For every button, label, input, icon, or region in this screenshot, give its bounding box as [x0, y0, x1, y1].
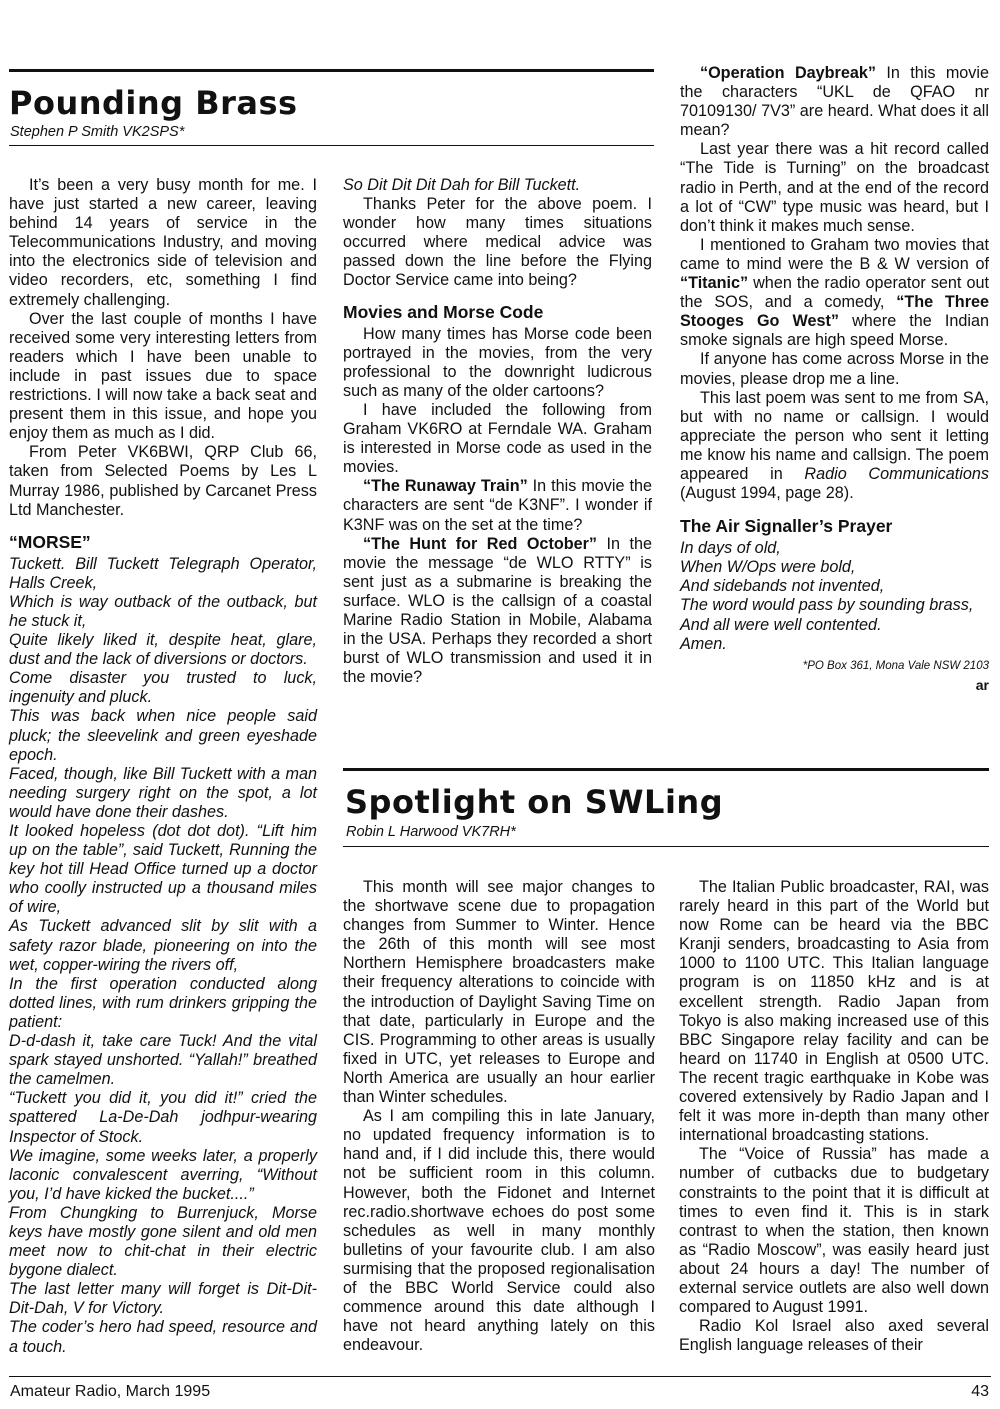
- article1-column-2: [343, 176, 652, 687]
- paragraph: [680, 236, 989, 351]
- paragraph: Thanks Peter for the above poem. I wonder how many times situations occurred where medical advice was passed down the line before the Flying Doctor Service came into being?: [343, 195, 652, 290]
- poem-line: The last letter many will forget is Dit-Dit-Dit-Dah, V for Victory.: [9, 1280, 317, 1318]
- publication-name: Radio Communications: [804, 464, 989, 483]
- poem-line: D-d-dash it, take care Tuck! And the vital spark stayed unshorted. “Yallah!” breathed the camelmen.: [9, 1032, 317, 1089]
- poem-line: Quite likely liked it, despite heat, glare, dust and the lack of diversions or doctors.: [9, 631, 317, 669]
- poem-line: Faced, though, like Bill Tuckett with a man needing surgery right on the spot, a lot would have done their dashes.: [9, 764, 317, 821]
- poem-line: Tuckett. Bill Tuckett Telegraph Operator, Halls Creek,: [9, 554, 317, 592]
- article2-byline-rule: [343, 846, 989, 847]
- paragraph: If anyone has come across Morse in the movies, please drop me a line.: [680, 350, 989, 388]
- poem-line: Which is way outback of the outback, but he stuck it,: [9, 592, 317, 630]
- poem-line: The coder’s hero had speed, resource and a touch.: [9, 1318, 317, 1356]
- movie-title: “The Hunt for Red October”: [363, 534, 598, 553]
- paragraph: The Italian Public broadcaster, RAI, was rarely heard in this part of the World but now Rome can be heard via the BBC Kranji senders, broadcasting to Asia from 1000 to 1100 UTC. This Italian language program is on 11850 kHz and is at excellent strength. Radio Japan from Tokyo is also making increased use of this BBC Singapore relay facility and can be heard on 11740 in English at 0500 UTC. The recent tragic earthquake in Kobe was covered extensively by Radio Japan and I felt it was more in-depth than many other international broadcasting stations.: [679, 878, 989, 1145]
- poem-line: “Tuckett you did it, you did it!” cried the spattered La-De-Dah jodhpur-wearing Inspector of Stock.: [9, 1089, 317, 1146]
- end-mark: ar: [975, 676, 989, 693]
- section-heading-movies: Movies and Morse Code: [343, 301, 544, 322]
- poem-heading: “MORSE”: [9, 531, 91, 552]
- text-run: where the Indian smoke signals are high speed Morse.: [680, 312, 989, 350]
- paragraph: It’s been a very busy month for me. I have just started a new career, leaving behind 14 years of service in the Telecommunications Industry, and moving into the electronics side of television and video recorders, etc, something I find extremely challenging.: [9, 176, 317, 309]
- page-number: 43: [971, 1383, 989, 1400]
- poem-line: In the first operation conducted along dotted lines, with rum drinkers gripping the patient:: [9, 974, 317, 1031]
- poem-line: This was back when nice people said pluck; the sleevelink and green eyeshade epoch.: [9, 707, 317, 764]
- paragraph: As I am compiling this in late January, no updated frequency information is to hand and, if I did include this, there would not be sufficient room in this column. However, both the Fidonet and Internet rec.radio.shortwave echoes do post some schedules as well in many monthly bulletins of your favourite club. I am also surmising that the proposed regionalisation of the BBC World Service could also commence around this date although I have not heard anything lately on this endeavour.: [343, 1107, 655, 1355]
- movie-text: In this movie the characters “UKL de QFAO nr 70109130/ 7V3” are heard. What does it all mean?: [680, 64, 989, 140]
- poem-line: Amen.: [680, 634, 727, 653]
- poem-line: So Dit Dit Dit Dah for Bill Tuckett.: [343, 176, 581, 194]
- paragraph: This month will see major changes to the shortwave scene due to propagation changes from Summer to Winter. Hence the 26th of this month will see most Northern Hemisphere broadcasters make their frequency alterations to coincide with the introduction of Daylight Saving Time on that date, particularly in Europe and the CIS. Programming to other areas is usually fixed in UTC, yet releases to Europe and North America are usually an hour earlier than Winter schedules.: [343, 878, 655, 1107]
- poem-heading-prayer: The Air Signaller’s Prayer: [680, 516, 893, 537]
- article2-byline: Robin L Harwood VK7RH*: [346, 824, 516, 840]
- top-rule: [9, 69, 654, 72]
- poem-line: And all were well contented.: [680, 615, 882, 634]
- paragraph: [343, 477, 652, 534]
- paragraph: [680, 64, 989, 140]
- movie-text: In the movie the message “de WLO RTTY” is sent just as a submarine is breaking the surface. WLO is the callsign of a coastal Marine Radio Station in Mobile, Alabama in the USA. Perhaps they recorded a short burst of WLO transmission and used it in the movie?: [343, 534, 652, 687]
- poem-line: We imagine, some weeks later, a properly laconic convalescent averring, “Without you, I’d have kicked the bucket....”: [9, 1146, 317, 1203]
- text-run: when the radio operator sent out the SOS, and a comedy,: [680, 274, 989, 312]
- article1-column-3: [680, 64, 989, 695]
- paragraph: [343, 535, 652, 688]
- movie-title: “Operation Daybreak”: [700, 64, 876, 82]
- movie-title: “The Three Stooges Go West”: [680, 293, 989, 331]
- poem-line: The word would pass by sounding brass,: [680, 596, 974, 615]
- poem-morse: [9, 555, 317, 1357]
- article2-column-2: [679, 878, 989, 1355]
- author-address: *PO Box 361, Mona Vale NSW 2103: [802, 659, 989, 672]
- article2-column-1: [343, 878, 655, 1355]
- text-run: (August 1994, page 28).: [680, 484, 854, 503]
- article2-top-rule: [343, 768, 989, 771]
- paragraph: How many times has Morse code been portrayed in the movies, from the very professional to the downright ludicrous such as many of the older cartoons?: [343, 324, 652, 400]
- poem-prayer: [680, 539, 989, 654]
- poem-line: Come disaster you trusted to luck, ingenuity and pluck.: [9, 669, 317, 707]
- article-title: Pounding Brass: [9, 84, 298, 122]
- paragraph: Last year there was a hit record called “The Tide is Turning” on the broadcast radio in Perth, and at the end of the record a lot of “CW” type music was heard, but I don’t think it makes much sense.: [680, 140, 989, 235]
- text-run: This last poem was sent to me from SA, but with no name or callsign. I would appreciate the person who sent it letting me know his name and callsign. The poem appeared in: [680, 388, 989, 483]
- poem-line: It looked hopeless (dot dot dot). “Lift him up on the table”, said Tuckett, Running the key hot till Head Office turned up a doctor who coolly instructed up a thousand miles of wire,: [9, 822, 317, 917]
- paragraph: Radio Kol Israel also axed several English language releases of their: [679, 1317, 989, 1355]
- poem-morse-end: [343, 176, 652, 195]
- footer-publication: Amateur Radio, March 1995: [10, 1383, 211, 1400]
- footer-rule: [9, 1376, 991, 1377]
- article1-column-1: [9, 176, 317, 1357]
- byline-rule: [9, 145, 654, 146]
- paragraph: From Peter VK6BWI, QRP Club 66, taken from Selected Poems by Les L Murray 1986, published by Carcanet Press Ltd Manchester.: [9, 443, 317, 519]
- poem-line: And sidebands not invented,: [680, 577, 885, 596]
- poem-line: When W/Ops were bold,: [680, 558, 856, 577]
- poem-line: In days of old,: [680, 539, 781, 558]
- movie-text: In this movie the characters are sent “de K3NF”. I wonder if K3NF was on the set at the time?: [343, 477, 652, 534]
- paragraph: I have included the following from Graham VK6RO at Ferndale WA. Graham is interested in Morse code as used in the movies.: [343, 400, 652, 477]
- poem-line: From Chungking to Burrenjuck, Morse keys have mostly gone silent and old men meet now to chit-chat in their electric bygone dialect.: [9, 1203, 317, 1280]
- poem-line: As Tuckett advanced slit by slit with a safety razor blade, pioneering on into the wet, copper-wiring the rivers off,: [9, 917, 317, 974]
- article-byline: Stephen P Smith VK2SPS*: [10, 124, 185, 140]
- text-run: I mentioned to Graham two movies that came to mind were the B & W version of: [680, 235, 989, 273]
- paragraph: [680, 389, 989, 504]
- article2-title: Spotlight on SWLing: [345, 783, 724, 821]
- paragraph: The “Voice of Russia” has made a number of cutbacks due to budgetary constraints to the point that it is difficult at times to even find it. This is in stark contrast to when the station, then known as “Radio Moscow”, was easily heard just about 24 hours a day! The number of external service outlets are also well down compared to August 1991.: [679, 1145, 989, 1317]
- paragraph: Over the last couple of months I have received some very interesting letters from readers which I have been unable to include in past issues due to space restrictions. I will now take a back seat and present them in this issue, and hope you enjoy them as much as I did.: [9, 309, 317, 443]
- movie-title: “Titanic”: [680, 274, 749, 293]
- movie-title: “The Runaway Train”: [363, 477, 528, 496]
